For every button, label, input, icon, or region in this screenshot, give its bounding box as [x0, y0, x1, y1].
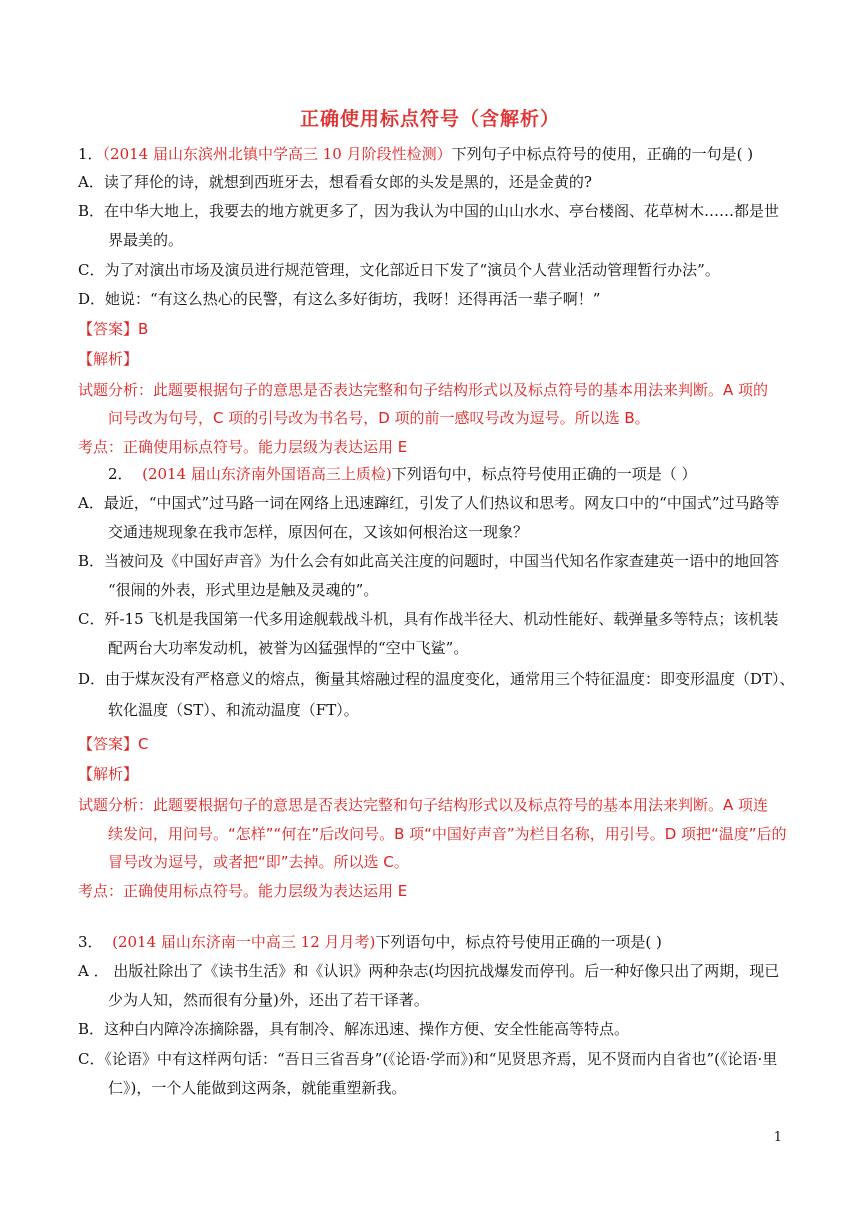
option-a: A．最近，“中国式”过马路一词在网络上迅速蹿红，引发了人们热议和思考。网友口中的“中国式”过马路等	[78, 494, 780, 512]
option-d-cont: 软化温度（ST）、和流动温度（FT）。	[108, 701, 359, 719]
question-text: 下列语句中，标点符号使用正确的一项是（ ）	[391, 465, 697, 483]
option-a: A．读了拜伦的诗，就想到西班牙去，想看看女郎的头发是黑的，还是金黄的?	[78, 173, 592, 191]
question-number: 3．	[78, 933, 103, 951]
document-title: 正确使用标点符号（含解析）	[299, 108, 560, 130]
answer: 【答案】B	[78, 320, 149, 338]
option-c-cont: 仁》)，一个人能做到这两条，就能重塑新我。	[108, 1079, 407, 1097]
knowledge-point: 考点：正确使用标点符号。能力层级为表达运用 E	[78, 882, 408, 900]
option-b: B．这种白内障冷冻摘除器，具有制冷、解冻迅速、操作方便、安全性能高等特点。	[78, 1020, 630, 1038]
analysis-text-cont: 问号改为句号，C 项的引号改为书名号，D 项的前一感叹号改为逗号。所以选 B。	[108, 409, 650, 427]
question-2-stem	[108, 464, 697, 484]
option-a-cont: 少为人知，然而很有分量)外，还出了若干译著。	[108, 991, 429, 1009]
analysis-label: 【解析】	[78, 765, 139, 783]
option-d: D．由于煤灰没有严格意义的熔点，衡量其熔融过程的温度变化，通常用三个特征温度：即变形温度（DT）、	[78, 670, 795, 688]
answer: 【答案】C	[78, 735, 149, 753]
analysis-text: 试题分析：此题要根据句子的意思是否表达完整和句子结构形式以及标点符号的基本用法来判断。A 项的	[78, 381, 769, 399]
analysis-text: 试题分析：此题要根据句子的意思是否表达完整和句子结构形式以及标点符号的基本用法来判断。A 项连	[78, 796, 769, 814]
question-1-stem	[78, 144, 753, 164]
question-3-stem	[78, 932, 662, 952]
option-b-cont: 界最美的。	[108, 231, 184, 249]
page-number: 1	[773, 1130, 782, 1145]
question-source: (2014 届山东济南一中高三 12 月月考)	[112, 933, 376, 951]
option-b: B．在中华大地上，我要去的地方就更多了，因为我认为中国的山山水水、亭台楼阁、花草树木……都是世	[78, 202, 780, 220]
question-number: 1．	[78, 145, 103, 163]
option-b-cont: “很闹的外表，形式里边是触及灵魂的”。	[108, 581, 379, 599]
question-source: （2014 届山东滨州北镇中学高三 10 月阶段性检测）	[102, 145, 452, 163]
question-text: 下列句子中标点符号的使用，正确的一句是( )	[451, 145, 754, 163]
question-text: 下列语句中，标点符号使用正确的一项是( )	[375, 933, 662, 951]
option-b: B．当被问及《中国好声音》为什么会有如此高关注度的问题时，中国当代知名作家查建英一语中的地回答	[78, 552, 780, 570]
knowledge-point: 考点：正确使用标点符号。能力层级为表达运用 E	[78, 438, 408, 456]
option-d: D．她说：“有这么热心的民警，有这么多好街坊，我呀！还得再活一辈子啊！”	[78, 290, 601, 308]
option-c-cont: 配两台大功率发动机，被誉为凶猛强悍的“空中飞鲨”。	[108, 639, 469, 657]
analysis-text-cont: 续发问，用问号。“怎样”“何在”后改问号。B 项“中国好声音”为栏目名称，用引号。D 项把“温度”后的	[108, 825, 787, 843]
option-a-cont: 交通违规现象在我市怎样，原因何在，又该如何根治这一现象？	[108, 523, 529, 541]
option-c: C．《论语》中有这样两句话：“吾日三省吾身”(《论语·学而》)和“见贤思齐焉，见不贤而内自省也”(《论语·里	[78, 1050, 778, 1068]
option-c: C．歼-15 飞机是我国第一代多用途舰载战斗机，具有作战半径大、机动性能好、载弹量多等特点；该机装	[78, 610, 779, 628]
option-a: A ． 出版社除出了《读书生活》和《认识》两种杂志(均因抗战爆发而停刊。后一种好像只出了两期，现已	[78, 962, 780, 980]
analysis-text-cont: 冒号改为逗号，或者把“即”去掉。所以选 C。	[108, 853, 409, 871]
analysis-label: 【解析】	[78, 350, 139, 368]
option-c: C．为了对演出市场及演员进行规范管理，文化部近日下发了“演员个人营业活动管理暂行办法”。	[78, 261, 720, 279]
question-number: 2．	[108, 465, 133, 483]
question-source: (2014 届山东济南外国语高三上质检)	[142, 465, 392, 483]
